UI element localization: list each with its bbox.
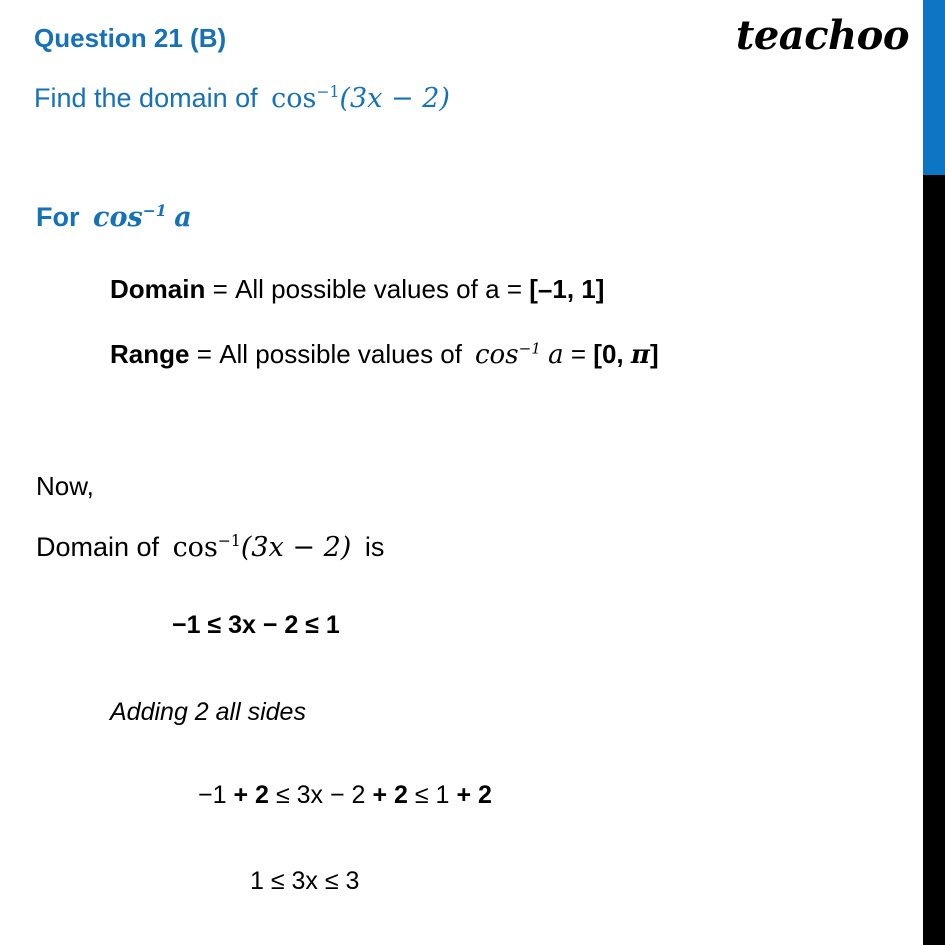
- inequality-line-1: −1 ≤ 3x − 2 ≤ 1: [172, 611, 340, 639]
- domain-equals-2: =: [506, 274, 522, 304]
- definition-row-range: [110, 340, 659, 370]
- inequality-line-2: [198, 782, 492, 810]
- domain-of-function-exponent: −1: [217, 531, 241, 550]
- domain-of-prefix: Domain of: [36, 532, 160, 562]
- definition-heading-function-variable: a: [174, 202, 192, 233]
- domain-of-function-argument: (3x − 2): [240, 532, 352, 563]
- range-value-close: ]: [649, 339, 659, 369]
- range-function-base: cos: [475, 340, 519, 370]
- inequality-2-term-6: + 2: [456, 781, 492, 809]
- range-equals-2: =: [570, 339, 587, 369]
- domain-label: Domain: [110, 274, 206, 304]
- range-label: Range: [110, 339, 190, 369]
- inequality-2-term-1: −1: [198, 781, 227, 809]
- range-value-open: [0,: [593, 339, 624, 369]
- domain-of-statement: [36, 533, 384, 563]
- right-edge-black-bar: [923, 175, 945, 945]
- definition-heading-function-base: cos: [93, 202, 143, 233]
- range-equals: =: [196, 339, 212, 369]
- range-function-variable: a: [548, 340, 564, 370]
- inequality-2-term-3: ≤ 3x − 2: [275, 781, 366, 809]
- domain-equals: =: [212, 274, 228, 304]
- question-number: Question 21 (B): [34, 23, 227, 53]
- domain-description: All possible values of a: [235, 274, 500, 304]
- question-prompt-text: Find the domain of: [34, 83, 258, 113]
- right-edge-blue-bar: [923, 0, 945, 175]
- question-function-exponent: −1: [316, 82, 340, 101]
- adding-note: Adding 2 all sides: [110, 698, 306, 726]
- definition-heading-prefix: For: [36, 202, 80, 232]
- question-function-base: cos: [271, 83, 317, 114]
- definition-row-domain: [110, 275, 604, 304]
- inequality-2-term-4: + 2: [372, 781, 408, 809]
- question-prompt: [34, 84, 450, 114]
- teachoo-logo: teachoo: [735, 12, 909, 59]
- definition-heading-function-exponent: −1: [142, 201, 167, 220]
- domain-of-suffix: is: [364, 532, 385, 562]
- question-function-argument: (3x − 2): [339, 83, 450, 114]
- domain-value: [–1, 1]: [529, 274, 605, 304]
- range-value-pi: π: [630, 340, 650, 370]
- inequality-2-term-2: + 2: [233, 781, 269, 809]
- inequality-2-term-5: ≤ 1: [414, 781, 450, 809]
- range-description: All possible values of: [219, 339, 462, 369]
- now-label: Now,: [36, 471, 94, 501]
- domain-of-function-base: cos: [172, 532, 218, 563]
- inequality-line-3: 1 ≤ 3x ≤ 3: [250, 867, 360, 895]
- range-function-exponent: −1: [518, 339, 541, 358]
- definition-heading: [36, 203, 192, 233]
